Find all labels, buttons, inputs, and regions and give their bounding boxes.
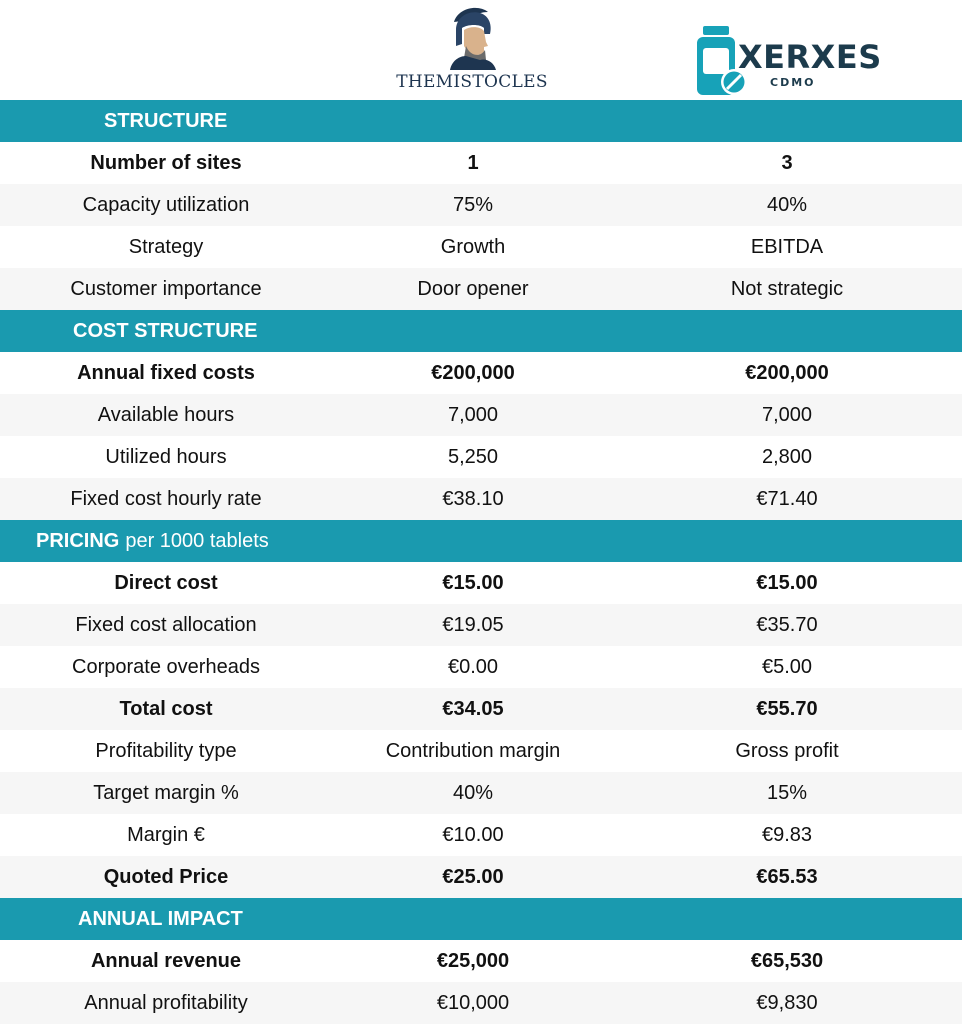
- row-label: Customer importance: [70, 278, 262, 300]
- table-row: [0, 562, 962, 604]
- xerxes-value: €5.00: [761, 656, 813, 678]
- warrior-helmet-icon: [444, 4, 500, 70]
- section-title-text: PRICING: [36, 530, 120, 552]
- row-label: Corporate overheads: [72, 656, 260, 678]
- row-label: Target margin %: [93, 782, 239, 804]
- table-row: [0, 772, 962, 814]
- section-pricing: [0, 520, 962, 562]
- header: [0, 0, 962, 100]
- xerxes-value: 3: [781, 152, 793, 174]
- themistocles-value: €38.10: [442, 488, 504, 510]
- section-subtitle: per 1000 tablets: [125, 530, 269, 552]
- themistocles-value: €200,000: [431, 362, 515, 384]
- row-label: Direct cost: [114, 572, 218, 594]
- row-label: Utilized hours: [105, 446, 227, 468]
- themistocles-value: €10.00: [442, 824, 504, 846]
- table-row: [0, 730, 962, 772]
- table-row: [0, 184, 962, 226]
- section-title: COST STRUCTURE: [73, 320, 258, 342]
- xerxes-value: Not strategic: [730, 278, 844, 300]
- themistocles-value: €19.05: [442, 614, 504, 636]
- table-row: [0, 856, 962, 898]
- themistocles-value: Contribution margin: [385, 740, 561, 762]
- table-row: [0, 982, 962, 1024]
- themistocles-value: 7,000: [447, 404, 499, 426]
- table-row: [0, 394, 962, 436]
- xerxes-value: €65,530: [750, 950, 824, 972]
- themistocles-value: €34.05: [442, 698, 504, 720]
- table-row: [0, 142, 962, 184]
- section-title: STRUCTURE: [104, 110, 228, 132]
- row-label: Quoted Price: [103, 866, 229, 888]
- themistocles-value: €25,000: [436, 950, 510, 972]
- themistocles-value: Door opener: [417, 278, 529, 300]
- themistocles-logo: [392, 4, 552, 98]
- xerxes-value: €15.00: [756, 572, 818, 594]
- xerxes-logo: [694, 24, 894, 100]
- themistocles-value: €15.00: [442, 572, 504, 594]
- row-label: Fixed cost hourly rate: [70, 488, 262, 510]
- row-label: Capacity utilization: [82, 194, 250, 216]
- table-row: [0, 940, 962, 982]
- xerxes-wordmark: XERXES: [738, 38, 882, 76]
- themistocles-value: 1: [467, 152, 479, 174]
- xerxes-value: €71.40: [756, 488, 818, 510]
- themistocles-value: 75%: [452, 194, 494, 216]
- table-row: [0, 352, 962, 394]
- row-label: Profitability type: [95, 740, 237, 762]
- xerxes-value: €200,000: [745, 362, 829, 384]
- xerxes-value: €9,830: [756, 992, 818, 1014]
- row-label: Annual fixed costs: [77, 362, 255, 384]
- xerxes-value: €65.53: [756, 866, 818, 888]
- section-cost-structure: [0, 310, 962, 352]
- table-row: [0, 226, 962, 268]
- xerxes-value: EBITDA: [750, 236, 824, 258]
- row-label: Annual revenue: [90, 950, 242, 972]
- themistocles-value: €0.00: [447, 656, 499, 678]
- themistocles-value: €10,000: [436, 992, 510, 1014]
- table-row: [0, 688, 962, 730]
- table-row: [0, 646, 962, 688]
- row-label: Number of sites: [90, 152, 242, 174]
- row-label: Strategy: [128, 236, 204, 258]
- xerxes-value: €9.83: [761, 824, 813, 846]
- row-label: Margin €: [127, 824, 205, 846]
- row-label: Fixed cost allocation: [75, 614, 257, 636]
- section-structure: [0, 100, 962, 142]
- xerxes-value: 7,000: [761, 404, 813, 426]
- table-row: [0, 436, 962, 478]
- table-row: [0, 478, 962, 520]
- row-label: Available hours: [97, 404, 235, 426]
- table-row: [0, 268, 962, 310]
- table-row: [0, 814, 962, 856]
- row-label: Total cost: [119, 698, 213, 720]
- themistocles-value: 5,250: [447, 446, 499, 468]
- xerxes-value: 40%: [766, 194, 808, 216]
- xerxes-value: Gross profit: [735, 740, 839, 762]
- section-title: [36, 520, 269, 562]
- themistocles-value: €25.00: [442, 866, 504, 888]
- xerxes-subtitle: CDMO: [770, 76, 816, 89]
- xerxes-value: 2,800: [761, 446, 813, 468]
- themistocles-wordmark: THEMISTOCLES: [396, 72, 548, 92]
- themistocles-value: Growth: [440, 236, 506, 258]
- xerxes-value: €35.70: [756, 614, 818, 636]
- row-label: Annual profitability: [84, 992, 248, 1014]
- xerxes-value: 15%: [766, 782, 808, 804]
- themistocles-value: 40%: [452, 782, 494, 804]
- section-title: ANNUAL IMPACT: [78, 908, 243, 930]
- table-row: [0, 604, 962, 646]
- xerxes-value: €55.70: [756, 698, 818, 720]
- section-annual-impact: [0, 898, 962, 940]
- comparison-table: [0, 100, 962, 1024]
